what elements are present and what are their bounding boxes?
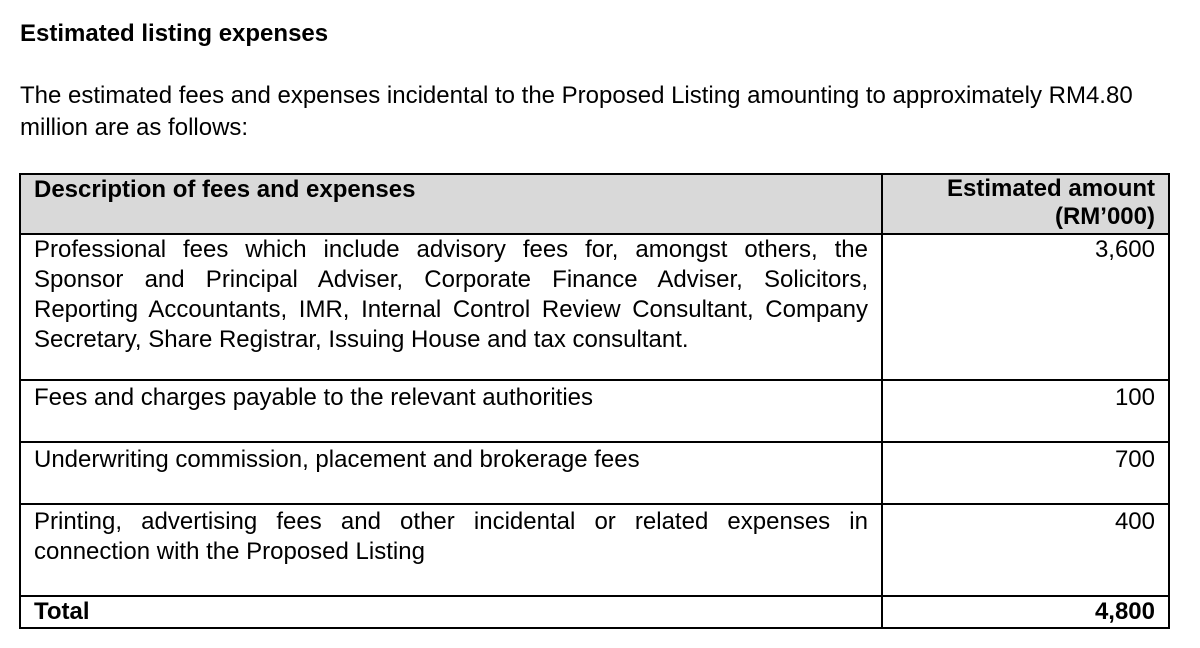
section-heading: Estimated listing expenses <box>20 20 329 47</box>
table-header-row <box>20 174 1169 234</box>
header-amount <box>882 174 1169 234</box>
row-amount: 400 <box>882 504 1169 596</box>
total-label: Total <box>20 596 882 628</box>
row-amount: 3,600 <box>882 234 1169 380</box>
header-amount-line2: (RM’000) <box>1054 203 1155 230</box>
row-description: Fees and charges payable to the relevant authorities <box>20 380 882 442</box>
table-row <box>20 442 1169 504</box>
table-row <box>20 504 1169 596</box>
intro-paragraph: The estimated fees and expenses incidental to the Proposed Listing amounting to approximately RM4.80 million are as follows: <box>20 82 1133 141</box>
total-amount: 4,800 <box>882 596 1169 628</box>
table-row <box>20 380 1169 442</box>
expenses-table <box>19 173 1170 629</box>
row-description: Professional fees which include advisory fees for, amongst others, the Sponsor and Principal Adviser, Corporate Finance Adviser, Solicitors, Reporting Accountants, IMR, Internal Control Review Consultant, Company Secretary, Share Registrar, Issuing House and tax consultant. <box>20 234 882 380</box>
row-amount: 100 <box>882 380 1169 442</box>
header-amount-line1: Estimated amount <box>946 175 1155 202</box>
row-description: Printing, advertising fees and other incidental or related expenses in connection with the Proposed Listing <box>20 504 882 596</box>
table-total-row <box>20 596 1169 628</box>
row-amount: 700 <box>882 442 1169 504</box>
table-row <box>20 234 1169 380</box>
row-description: Underwriting commission, placement and brokerage fees <box>20 442 882 504</box>
header-description: Description of fees and expenses <box>20 174 882 234</box>
